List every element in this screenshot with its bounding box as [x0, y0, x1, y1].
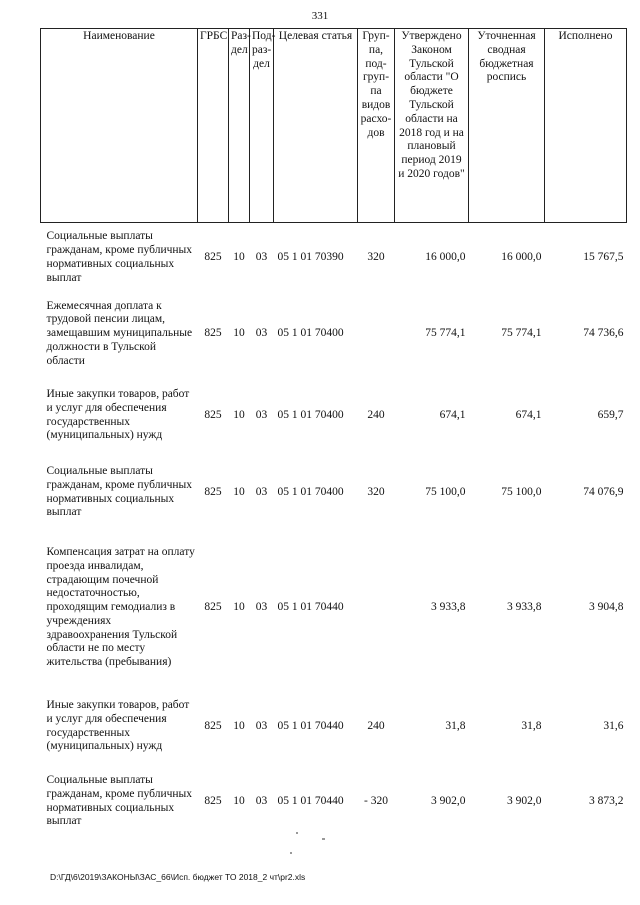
row-refined-cell: 3 933,8: [507, 601, 542, 614]
row-grbs-cell: 825: [204, 408, 222, 421]
row-article-cell: 05 1 01 70440: [277, 719, 344, 732]
header-name: Наименование: [41, 29, 198, 223]
row-refined-cell: 674,1: [515, 408, 542, 421]
row-approved-cell: 16 000,0: [425, 250, 466, 263]
row-section-cell: 10: [233, 408, 245, 421]
row-section-cell: 10: [233, 485, 245, 498]
table-row: [41, 293, 627, 376]
row-grbs-cell: 825: [204, 601, 222, 614]
row-group-cell: 240: [367, 408, 385, 421]
row-approved-cell: 674,1: [439, 408, 466, 421]
row-subsection-cell: 03: [255, 719, 268, 732]
row-subsection-cell: 03: [255, 485, 268, 498]
row-executed-cell: 31,6: [603, 719, 624, 732]
row-group-cell: 320: [367, 485, 385, 498]
row-approved-cell: 3 902,0: [431, 794, 466, 807]
row-article-cell: 05 1 01 70400: [277, 327, 344, 340]
row-subsection-cell: 03: [255, 408, 268, 421]
header-target-article: Целевая статья: [274, 29, 358, 223]
row-approved-cell: 3 933,8: [431, 601, 466, 614]
row-article-cell: 05 1 01 70440: [277, 794, 344, 807]
row-grbs-cell: 825: [204, 719, 222, 732]
header-row: [41, 29, 627, 223]
row-section-cell: 10: [233, 719, 245, 732]
row-approved-cell: 75 100,0: [425, 485, 466, 498]
row-article-cell: 05 1 01 70390: [277, 250, 344, 263]
scan-speck: [322, 838, 325, 840]
row-group-cell: 320: [367, 250, 385, 263]
row-grbs-cell: 825: [204, 485, 222, 498]
row-approved-cell: 31,8: [445, 719, 466, 732]
row-article-cell: 05 1 01 70400: [277, 408, 344, 421]
row-name-cell: Компенсация затрат на оплату проезда инвалидам, страдающим почечной недостаточностью, проходящим гемодиализ в учреждениях здравоохранения Тульской области не по месту жительства (пребывания): [46, 545, 195, 669]
row-executed-cell: 3 904,8: [589, 601, 624, 614]
row-executed-cell: 74 076,9: [583, 485, 624, 498]
row-group-cell: [358, 293, 395, 376]
row-refined-cell: 75 774,1: [501, 327, 542, 340]
row-name-cell: Социальные выплаты гражданам, кроме публичных нормативных социальных выплат: [46, 464, 193, 519]
row-group-cell: - 320: [364, 794, 388, 807]
row-article-cell: 05 1 01 70440: [277, 601, 344, 614]
row-executed-cell: 3 873,2: [589, 794, 624, 807]
row-subsection-cell: 03: [255, 327, 268, 340]
row-name-cell: Социальные выплаты гражданам, кроме публичных нормативных социальных выплат: [46, 230, 193, 284]
header-grbs: ГРБС: [198, 29, 229, 223]
row-name-cell: Иные закупки товаров, работ и услуг для обеспечения государственных (муниципальных) нужд: [46, 387, 190, 442]
row-executed-cell: 659,7: [597, 408, 624, 421]
header-expense-group: Груп-па, под-груп-па видов расхо-дов: [358, 29, 395, 223]
row-grbs-cell: 825: [204, 250, 222, 263]
row-grbs-cell: 825: [204, 327, 222, 340]
footer-file-path: D:\ГД\6\2019\ЗАКОНЫ\ЗАС_66\Исп. бюджет ТО 2018_2 чт\pr2.xls: [50, 872, 306, 882]
row-section-cell: 10: [233, 327, 245, 340]
row-grbs-cell: 825: [204, 794, 222, 807]
header-section: Раз-дел: [229, 29, 250, 223]
row-subsection-cell: 03: [255, 250, 268, 263]
row-refined-cell: 3 902,0: [507, 794, 542, 807]
row-group-cell: [358, 530, 395, 687]
row-executed-cell: 74 736,6: [583, 327, 624, 340]
row-section-cell: 10: [233, 794, 245, 807]
row-refined-cell: 31,8: [521, 719, 542, 732]
row-subsection-cell: 03: [255, 794, 268, 807]
table-row: [41, 376, 627, 456]
table-row: [41, 767, 627, 837]
row-executed-cell: 15 767,5: [583, 250, 624, 263]
header-refined: Уточненная сводная бюджетная роспись: [469, 29, 545, 223]
row-subsection-cell: 03: [255, 601, 268, 614]
header-approved: Утверждено Законом Тульской области "О бюджете Тульской области на 2018 год и на плановый период 2019 и 2020 годов": [395, 29, 469, 223]
scan-speck: [290, 852, 292, 854]
row-name-cell: Ежемесячная доплата к трудовой пенсии лицам, замещавшим муниципальные должности в Тульской области: [46, 299, 193, 367]
table-row: [41, 456, 627, 530]
table-row: [41, 223, 627, 293]
row-approved-cell: 75 774,1: [425, 327, 466, 340]
row-group-cell: 240: [367, 719, 385, 732]
header-executed: Исполнено: [545, 29, 627, 223]
budget-execution-table: [40, 28, 627, 837]
row-article-cell: 05 1 01 70400: [277, 485, 344, 498]
header-subsection: Под-раз-дел: [250, 29, 274, 223]
table-row: [41, 687, 627, 767]
row-section-cell: 10: [233, 250, 245, 263]
row-name-cell: Иные закупки товаров, работ и услуг для обеспечения государственных (муниципальных) нужд: [46, 698, 190, 753]
row-name-cell: Социальные выплаты гражданам, кроме публичных нормативных социальных выплат: [46, 773, 193, 828]
scan-speck: [296, 832, 298, 834]
row-refined-cell: 75 100,0: [501, 485, 542, 498]
page-number: 331: [311, 10, 329, 22]
row-section-cell: 10: [233, 601, 245, 614]
row-refined-cell: 16 000,0: [501, 250, 542, 263]
table-row: [41, 530, 627, 687]
